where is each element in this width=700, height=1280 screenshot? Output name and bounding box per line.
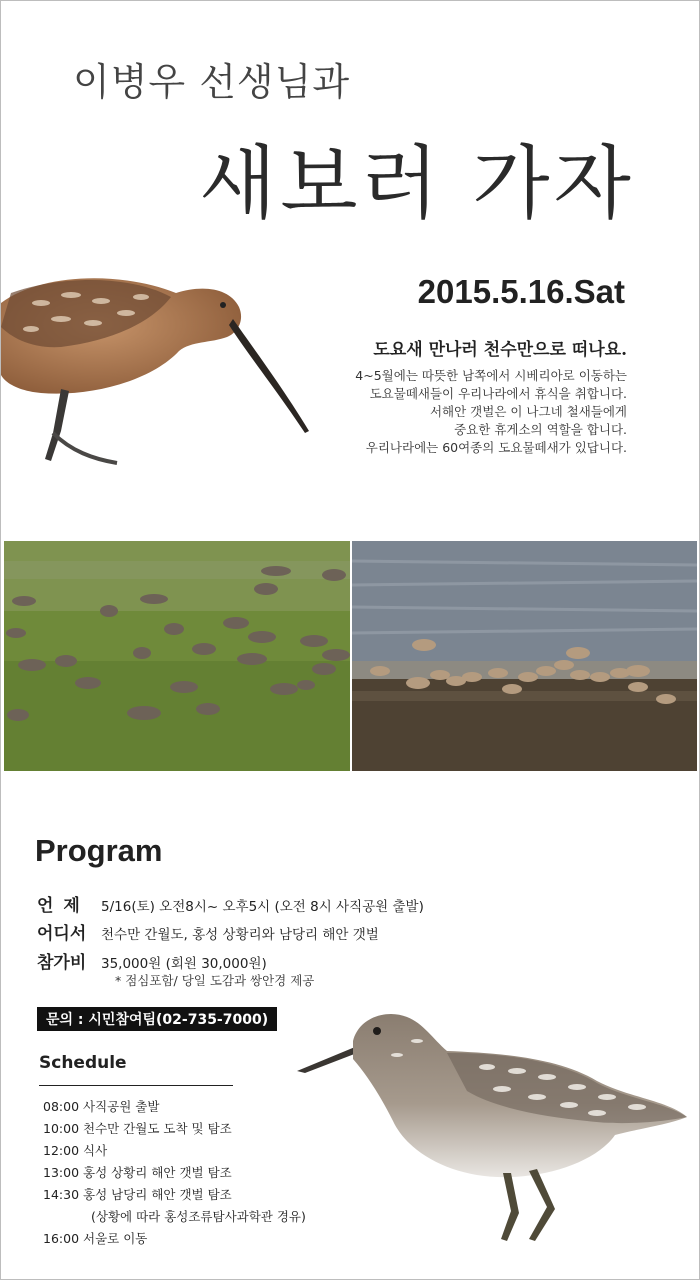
- intro-line: 4~5월에는 따뜻한 남쪽에서 시베리아로 이동하는: [355, 368, 627, 383]
- where-value: 천수만 간월도, 홍성 상황리와 남당리 해안 갯벌: [101, 927, 379, 943]
- program-when-row: [37, 891, 424, 916]
- schedule-title: Schedule: [39, 1053, 127, 1073]
- photo-birds-on-grass: [4, 541, 350, 771]
- poster-subtitle: 이병우 선생님과: [73, 60, 351, 104]
- program-fee-row: [37, 948, 267, 973]
- intro-line: 우리나라에는 60여종의 도요물떼새가 있답니다.: [365, 440, 627, 455]
- sandpiper-illustration: [297, 1001, 689, 1251]
- schedule-item: 08:00 사직공원 출발: [43, 1099, 160, 1114]
- tagline: 도요새 만나러 천수만으로 떠나요.: [373, 340, 627, 360]
- schedule-list: [43, 1098, 306, 1252]
- schedule-item: 16:00 서울로 이동: [43, 1231, 148, 1246]
- when-label: 언제: [37, 896, 90, 916]
- intro-line: 서해안 갯벌은 이 나그네 철새들에게: [429, 404, 627, 419]
- godwit-illustration: [1, 263, 313, 468]
- contact-badge: 문의 : 시민참여팀(02-735-7000): [37, 1007, 277, 1031]
- program-where-row: [37, 919, 379, 944]
- when-value: 5/16(토) 오전8시~ 오후5시 (오전 8시 사직공원 출발): [101, 899, 424, 915]
- schedule-item: 10:00 천수만 간월도 도착 및 탐조: [43, 1121, 232, 1136]
- schedule-item: 13:00 홍성 상황리 해안 갯벌 탐조: [43, 1165, 232, 1180]
- schedule-item: 12:00 식사: [43, 1143, 108, 1158]
- photo-birds-by-water: [352, 541, 697, 771]
- program-title: Program: [35, 833, 163, 868]
- event-date: 2015.5.16.Sat: [417, 273, 625, 310]
- where-label: 어디서: [37, 924, 87, 944]
- intro-text: [297, 367, 627, 457]
- fee-note: * 점심포함/ 당일 도감과 쌍안경 제공: [115, 973, 315, 988]
- schedule-item: (상황에 따라 홍성조류탐사과학관 경유): [91, 1209, 306, 1224]
- intro-line: 도요물떼새들이 우리나라에서 휴식을 취합니다.: [369, 386, 627, 401]
- poster-title: 새보러 가자: [199, 137, 635, 230]
- intro-line: 중요한 휴게소의 역할을 합니다.: [454, 422, 627, 437]
- fee-value: 35,000원 (회원 30,000원): [101, 956, 267, 972]
- fee-label: 참가비: [37, 953, 87, 973]
- schedule-divider: [39, 1085, 233, 1086]
- schedule-item: 14:30 홍성 남당리 해안 갯벌 탐조: [43, 1187, 232, 1202]
